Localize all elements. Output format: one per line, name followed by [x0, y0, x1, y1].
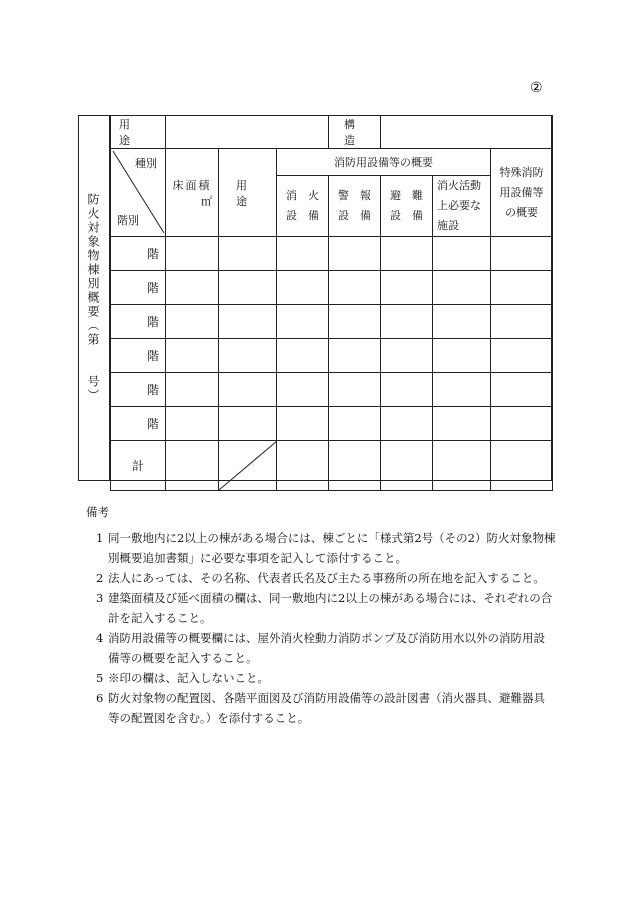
firefighting-facility-header [433, 176, 491, 237]
floor-area-field[interactable] [166, 407, 219, 441]
floor-area-field[interactable] [166, 373, 219, 407]
use-field[interactable] [219, 305, 277, 339]
alarm-field[interactable] [329, 373, 381, 407]
special-line-3: の概要 [505, 205, 539, 219]
special-field[interactable] [491, 237, 553, 271]
fire-ext-field[interactable] [277, 271, 329, 305]
remark-item [86, 588, 556, 628]
alarm-field[interactable] [329, 237, 381, 271]
special-field[interactable] [491, 271, 553, 305]
remark-item [86, 568, 556, 588]
special-line-2: 用設備等 [499, 185, 544, 199]
remark-item [86, 688, 556, 728]
floor-area-field[interactable] [166, 305, 219, 339]
side-title: 防火対象物棟別概要（第 号） [86, 193, 100, 403]
firefight-field[interactable] [433, 271, 491, 305]
special-equipment-header [491, 149, 553, 237]
floor-row-label: 階 [111, 271, 166, 305]
usage-label: 用 途 [111, 116, 166, 149]
floor-label: 階別 [117, 214, 139, 227]
fire-ext-line-1: 消 火 [286, 189, 319, 202]
fire-ext-field[interactable] [277, 305, 329, 339]
remark-text: 法人にあっては、その名称、代表者氏名及び主たる事務所の所在地を記入すること。 [108, 571, 545, 585]
use-field[interactable] [219, 373, 277, 407]
fire-ext-field[interactable] [277, 373, 329, 407]
alarm-field[interactable] [329, 339, 381, 373]
evacuation-header [381, 176, 433, 237]
firefight-field[interactable] [433, 305, 491, 339]
remarks-section [86, 502, 556, 728]
firefight-line-1: 消火活動 [437, 179, 482, 192]
use-header: 用 途 [219, 149, 277, 237]
floor-area-label: 床面積 [172, 178, 212, 192]
remark-text: 同一敷地内に2以上の棟がある場合には、棟ごとに「様式第2号（その2）防火対象物棟別概要追加書類」に必要な事項を記入して添付すること。 [108, 531, 556, 565]
special-field[interactable] [491, 305, 553, 339]
equipment-overview-header: 消防用設備等の概要 [277, 149, 491, 176]
total-special-field[interactable] [491, 441, 553, 491]
structure-value-field[interactable] [381, 116, 553, 149]
alarm-line-2: 設 備 [338, 209, 372, 222]
remark-number: 5 [96, 671, 104, 685]
alarm-field[interactable] [329, 407, 381, 441]
firefight-field[interactable] [433, 373, 491, 407]
alarm-line-1: 警 報 [338, 189, 372, 202]
fire-ext-field[interactable] [277, 407, 329, 441]
evac-line-2: 設 備 [390, 209, 424, 222]
total-firefight-field[interactable] [433, 441, 491, 491]
alarm-field[interactable] [329, 305, 381, 339]
evac-field[interactable] [381, 271, 433, 305]
special-field[interactable] [491, 407, 553, 441]
floor-area-field[interactable] [166, 339, 219, 373]
remark-text: 建築面積及び延べ面積の欄は、同一敷地内に2以上の棟がある場合には、それぞれの合計を記入すること。 [108, 591, 553, 625]
firefight-line-3: 施設 [437, 219, 460, 232]
floor-row-label: 階 [111, 305, 166, 339]
alarm-field[interactable] [329, 271, 381, 305]
firefight-field[interactable] [433, 237, 491, 271]
remark-number: 2 [96, 571, 104, 585]
special-field[interactable] [491, 339, 553, 373]
total-use-crossed-cell [219, 441, 277, 491]
remark-number: 4 [96, 631, 104, 645]
evac-field[interactable] [381, 373, 433, 407]
floor-area-header [166, 149, 219, 237]
remarks-title: 備考 [86, 505, 109, 519]
page-number: ② [530, 80, 543, 96]
fire-ext-line-2: 設 備 [286, 209, 319, 222]
remark-text: 消防用設備等の概要欄には、屋外消火栓動力消防ポンプ及び消防用水以外の消防用設備等の概要を記入すること。 [108, 631, 545, 665]
evac-field[interactable] [381, 305, 433, 339]
fire-ext-field[interactable] [277, 339, 329, 373]
fire-ext-field[interactable] [277, 237, 329, 271]
floor-row-label: 階 [111, 237, 166, 271]
remark-number: 1 [96, 531, 104, 545]
floor-row-label: 階 [111, 407, 166, 441]
remark-number: 3 [96, 591, 104, 605]
type-label: 種別 [135, 157, 157, 170]
floor-area-field[interactable] [166, 271, 219, 305]
structure-label: 構 造 [329, 116, 381, 149]
special-line-1: 特殊消防 [499, 165, 544, 179]
alarm-header [329, 176, 381, 237]
evac-field[interactable] [381, 407, 433, 441]
use-field[interactable] [219, 271, 277, 305]
remark-item [86, 628, 556, 668]
total-label: 計 [111, 441, 166, 491]
total-alarm-field[interactable] [329, 441, 381, 491]
type-floor-diagonal-cell [111, 149, 166, 237]
firefight-line-2: 上必要な [437, 199, 482, 212]
usage-value-field[interactable] [166, 116, 329, 149]
remark-item [86, 668, 556, 688]
remark-item [86, 528, 556, 568]
floor-area-unit: ㎡ [201, 194, 212, 208]
evac-line-1: 避 難 [390, 189, 424, 202]
floor-row-label: 階 [111, 339, 166, 373]
remark-text: 防火対象物の配置図、各階平面図及び消防用設備等の設計図書（消火器具、避難器具等の配置図を含む。）を添付すること。 [108, 691, 545, 725]
firefight-field[interactable] [433, 339, 491, 373]
building-overview-table [110, 115, 553, 491]
evac-field[interactable] [381, 339, 433, 373]
floor-area-field[interactable] [166, 237, 219, 271]
special-field[interactable] [491, 373, 553, 407]
evac-field[interactable] [381, 237, 433, 271]
firefight-field[interactable] [433, 407, 491, 441]
total-fire-ext-field[interactable] [277, 441, 329, 491]
remark-number: 6 [96, 691, 104, 705]
total-evac-field[interactable] [381, 441, 433, 491]
side-title-cell [78, 115, 110, 481]
use-field[interactable] [219, 339, 277, 373]
total-floor-area-field[interactable] [166, 441, 219, 491]
crossed-line [219, 441, 277, 491]
remark-text: ※印の欄は、記入しないこと。 [108, 671, 269, 685]
use-field[interactable] [219, 237, 277, 271]
use-field[interactable] [219, 407, 277, 441]
fire-extinguishing-header [277, 176, 329, 237]
floor-row-label: 階 [111, 373, 166, 407]
